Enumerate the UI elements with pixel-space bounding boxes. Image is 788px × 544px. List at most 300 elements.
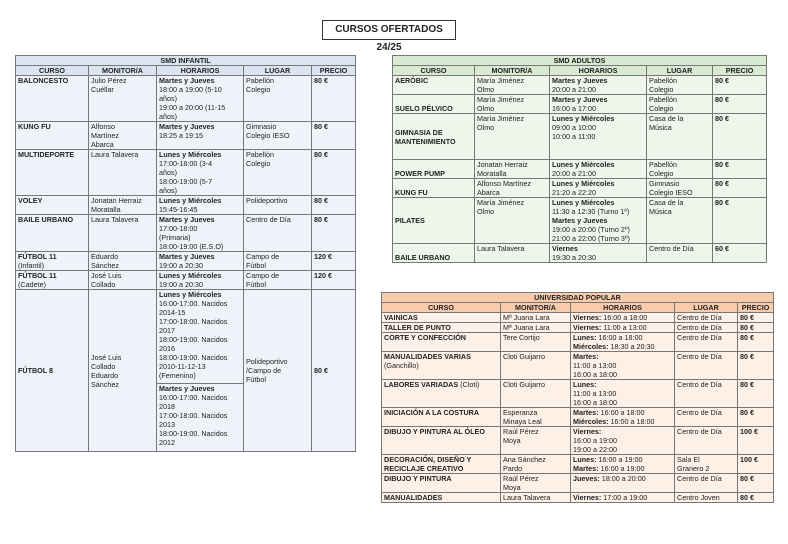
curso-cell xyxy=(16,76,89,122)
cell-line: Fútbol xyxy=(246,375,266,384)
cell-line: años) xyxy=(159,186,177,195)
precio-cell: 80 € xyxy=(738,474,774,493)
horarios-cell xyxy=(571,427,675,455)
smd-infantil-table xyxy=(15,55,356,452)
precio-cell: 80 € xyxy=(713,95,767,114)
day-label: Viernes: xyxy=(573,493,602,502)
curso-cell: AERÓBIC xyxy=(393,76,475,95)
monitor-cell xyxy=(475,244,550,263)
cell-line: 18:00-19:00. Nacidos xyxy=(159,353,228,362)
cell-line: FÚTBOL 11 xyxy=(18,271,57,280)
curso-cell: BAILE URBANO xyxy=(393,244,475,263)
lugar-cell xyxy=(647,179,713,198)
cell-line: Martes y Jueves xyxy=(159,384,215,393)
lugar-cell xyxy=(675,323,738,333)
table-row xyxy=(382,333,774,352)
cell-line: Lunes y Miércoles xyxy=(159,150,222,159)
monitor-cell xyxy=(501,352,571,380)
precio-cell: 80 € xyxy=(713,160,767,179)
cell-line: Gimnasio xyxy=(649,179,680,188)
table-title: UNIVERSIDAD POPULAR xyxy=(382,293,774,303)
cell-line: Martes y Jueves xyxy=(552,216,608,225)
cell-line: años) xyxy=(159,112,177,121)
cell-line: Colegio xyxy=(649,85,674,94)
cell-line: Martes y Jueves xyxy=(552,76,608,85)
horarios-cell xyxy=(550,179,647,198)
precio-cell: 120 € xyxy=(312,252,356,271)
table-row xyxy=(393,244,767,263)
precio-cell: 60 € xyxy=(713,244,767,263)
cell-line: 10:00 a 11:00 xyxy=(552,132,596,141)
cell-line: Cloti Guijarro xyxy=(503,380,545,389)
cell-line xyxy=(573,380,672,389)
cell-line: Sánchez xyxy=(91,261,119,270)
column-headers xyxy=(382,303,774,313)
cell-line xyxy=(573,352,672,361)
cell-line: Colegio xyxy=(246,85,271,94)
precio-cell: 80 € xyxy=(312,290,356,452)
lugar-cell xyxy=(675,333,738,352)
horarios-cell xyxy=(571,455,675,474)
cell-line: Moya xyxy=(503,483,521,492)
table-row xyxy=(393,179,767,198)
cell-line: 2013 xyxy=(159,420,175,429)
cell-line: Abarca xyxy=(477,188,500,197)
cell-line: Laura Talavera xyxy=(477,244,525,253)
table-row xyxy=(16,252,356,271)
table-row xyxy=(382,474,774,493)
precio-cell: 80 € xyxy=(713,76,767,95)
cell-line: 18:00-19:00. Nacidos xyxy=(159,335,228,344)
curso-cell xyxy=(382,474,501,493)
cell-line: 19:00 a 20:30 xyxy=(159,280,203,289)
cell-line: 09:00 a 10:00 xyxy=(552,123,596,132)
lugar-cell xyxy=(244,271,312,290)
curso-cell xyxy=(382,323,501,333)
monitor-cell xyxy=(501,493,571,503)
time-text: 16:00 a 19:00 xyxy=(573,436,617,445)
cell-line: VOLEY xyxy=(18,196,43,205)
monitor-cell xyxy=(501,323,571,333)
time-text: 16:00 a 18:00 xyxy=(573,398,617,407)
lugar-cell xyxy=(244,252,312,271)
table-row xyxy=(16,215,356,252)
cell-line: (Femenino) xyxy=(159,371,196,380)
cell-line: 2012 xyxy=(159,438,175,447)
cell-line xyxy=(573,408,672,417)
curso-name: TALLER DE PUNTO xyxy=(384,323,451,332)
day-label: Miércoles: xyxy=(573,417,609,426)
cell-line: María Jiménez xyxy=(477,198,525,207)
cell-line: Mª Juana Lara xyxy=(503,313,550,322)
cell-line: Martes y Jueves xyxy=(552,95,608,104)
horarios-cell xyxy=(571,493,675,503)
horarios-cell xyxy=(571,313,675,323)
table-row xyxy=(393,160,767,179)
day-label: Lunes: xyxy=(573,455,597,464)
cell-line: Colegio IESO xyxy=(649,188,693,197)
cell-line: Lunes y Miércoles xyxy=(552,114,615,123)
cell-line xyxy=(573,417,672,426)
column-header: HORARIOS xyxy=(550,66,647,76)
lugar-cell xyxy=(675,455,738,474)
cell-line: BALONCESTO xyxy=(18,76,69,85)
day-label: Viernes: xyxy=(573,427,602,436)
horarios-cell xyxy=(571,333,675,352)
cell-line xyxy=(573,333,672,342)
time-text: 16:00 a 18:00 xyxy=(596,333,643,342)
smd-adultos-table xyxy=(392,55,767,263)
curso-cell xyxy=(16,271,89,290)
cell-line: 17:00-18:00 (3-4 xyxy=(159,159,213,168)
precio-cell: 80 € xyxy=(312,122,356,150)
precio-cell: 80 € xyxy=(713,179,767,198)
curso-name: DECORACIÓN, DISEÑO Y RECICLAJE CREATIVO xyxy=(384,455,472,473)
cell-line xyxy=(573,398,672,407)
cell-line: 17:00-18:00. Nacidos xyxy=(159,411,228,420)
cell-line: José Luis xyxy=(91,271,122,280)
curso-cell: PILATES xyxy=(393,198,475,244)
monitor-cell xyxy=(501,474,571,493)
precio-cell: 80 € xyxy=(312,196,356,215)
column-header: LUGAR xyxy=(675,303,738,313)
cell-line: Colegio xyxy=(246,159,271,168)
time-text: 18:30 a 20:30 xyxy=(608,342,655,351)
monitor-cell xyxy=(89,290,157,452)
precio-cell: 80 € xyxy=(738,333,774,352)
cell-line: Sala El xyxy=(677,455,700,464)
horarios-cell xyxy=(571,323,675,333)
curso-cell xyxy=(382,455,501,474)
horarios-cell xyxy=(157,122,244,150)
cell-line: Abarca xyxy=(91,140,114,149)
monitor-cell xyxy=(89,215,157,252)
monitor-cell xyxy=(501,455,571,474)
cell-line: años) xyxy=(159,168,177,177)
precio-cell: 80 € xyxy=(312,150,356,196)
time-text: 16:00 a 18:00 xyxy=(608,417,655,426)
cell-line xyxy=(573,389,672,398)
cell-line: años) xyxy=(159,94,177,103)
column-header: MONITOR/A xyxy=(501,303,571,313)
cell-line xyxy=(573,474,672,483)
horarios-cell xyxy=(157,290,244,384)
cell-line xyxy=(573,455,672,464)
day-label: Viernes: xyxy=(573,323,602,332)
cell-line: 16:00-17:00. Nacidos xyxy=(159,393,228,402)
cell-line xyxy=(573,323,672,332)
cell-line: 2010-11-12-13 xyxy=(159,362,206,371)
cell-line xyxy=(573,493,672,502)
cell-line: Centro de Día xyxy=(677,427,722,436)
cell-line: Jonatan Herraiz xyxy=(477,160,528,169)
cell-line: Collado xyxy=(91,361,116,371)
lugar-cell xyxy=(675,493,738,503)
table-row xyxy=(16,122,356,150)
curso-cell xyxy=(382,427,501,455)
cell-line: 18:00-19:00. Nacidos xyxy=(159,429,228,438)
page-title: CURSOS OFERTADOS 24/25 xyxy=(322,20,456,40)
day-label: Lunes: xyxy=(573,333,597,342)
lugar-cell xyxy=(675,380,738,408)
cell-line: Lunes y Miércoles xyxy=(159,271,222,280)
day-label: Martes: xyxy=(573,352,599,361)
cell-line: 21:20 a 22:20 xyxy=(552,188,596,197)
lugar-cell xyxy=(244,290,312,452)
cell-line: Casa de la xyxy=(649,114,684,123)
precio-cell: 80 € xyxy=(312,76,356,122)
precio-cell: 80 € xyxy=(738,380,774,408)
cell-line: 18:00-19:00 (5-7 xyxy=(159,177,213,186)
column-header: HORARIOS xyxy=(157,66,244,76)
lugar-cell xyxy=(244,215,312,252)
cell-line xyxy=(573,445,672,454)
curso-cell xyxy=(16,215,89,252)
cell-line: Tere Cortijo xyxy=(503,333,540,342)
curso-cell xyxy=(382,333,501,352)
cell-line: 17:00-18:00 xyxy=(159,224,198,233)
cell-line: 16:00 a 17:00 xyxy=(552,104,596,113)
curso-cell: KUNG FU xyxy=(393,179,475,198)
horarios-cell xyxy=(157,384,244,452)
time-text: 16:00 a 18:00 xyxy=(601,313,648,322)
lugar-cell xyxy=(647,244,713,263)
cell-line: Campo de xyxy=(246,252,280,261)
table-row xyxy=(16,290,356,384)
cell-line: Raúl Pérez xyxy=(503,474,539,483)
cell-line: Pabellón xyxy=(649,160,677,169)
lugar-cell xyxy=(647,160,713,179)
curso-name: MANUALIDADES xyxy=(384,493,443,502)
cell-line: MULTIDEPORTE xyxy=(18,150,75,159)
horarios-cell xyxy=(157,271,244,290)
cell-line: BAILE URBANO xyxy=(18,215,74,224)
monitor-cell xyxy=(475,179,550,198)
cell-line: Alfonso xyxy=(91,122,115,131)
precio-cell: 100 € xyxy=(738,455,774,474)
time-text: 16:00 a 19:00 xyxy=(598,464,645,473)
column-headers xyxy=(16,66,356,76)
table-row xyxy=(382,352,774,380)
cell-line: Eduardo xyxy=(91,252,119,261)
cell-line: Casa de la xyxy=(649,198,684,207)
cell-line: Centro de Día xyxy=(649,244,694,253)
cell-line: Collado xyxy=(91,280,116,289)
cell-line: 19:00 a 20:30 xyxy=(159,261,203,270)
cell-line: Centro de Día xyxy=(677,474,722,483)
cell-line: 19:30 a 20:30 xyxy=(552,253,596,262)
lugar-cell xyxy=(675,352,738,380)
cell-line: Minaya Leal xyxy=(503,417,542,426)
curso-name: CORTE Y CONFECCIÓN xyxy=(384,333,466,342)
horarios-cell xyxy=(571,380,675,408)
day-label: Viernes: xyxy=(573,313,602,322)
cell-line: Esperanza xyxy=(503,408,538,417)
table-row xyxy=(393,76,767,95)
curso-cell: FÚTBOL 8 xyxy=(16,290,89,452)
cell-line: Lunes y Miércoles xyxy=(159,290,222,299)
cell-line: Fútbol xyxy=(246,261,266,270)
cell-line: Viernes xyxy=(552,244,578,253)
cell-line: Olmo xyxy=(477,123,495,132)
horarios-cell xyxy=(157,76,244,122)
table-row xyxy=(382,323,774,333)
time-text: 11:00 a 13:00 xyxy=(601,323,647,332)
curso-name: DIBUJO Y PINTURA xyxy=(384,474,452,483)
cell-line: Lunes y Miércoles xyxy=(552,198,615,207)
cell-line: Laura Talavera xyxy=(503,493,551,502)
monitor-cell xyxy=(475,160,550,179)
curso-name: VAINICAS xyxy=(384,313,418,322)
cell-line: Eduardo xyxy=(91,370,119,380)
cell-line: Centro de Día xyxy=(677,408,722,417)
precio-cell: 80 € xyxy=(738,323,774,333)
horarios-cell xyxy=(550,198,647,244)
cell-line: Martínez xyxy=(91,131,119,140)
curso-cell xyxy=(382,408,501,427)
curso-cell: POWER PUMP xyxy=(393,160,475,179)
time-text: 16:00 a 18:00 xyxy=(598,408,645,417)
cell-line: Cloti Guijarro xyxy=(503,352,545,361)
horarios-cell xyxy=(157,150,244,196)
cell-line: Cuéllar xyxy=(91,85,114,94)
universidad-popular-table xyxy=(381,292,774,503)
curso-name: MANUALIDADES VARIAS xyxy=(384,352,471,361)
curso-cell xyxy=(16,150,89,196)
cell-line: Raúl Pérez xyxy=(503,427,539,436)
time-text: 16:00 a 19:00 xyxy=(596,455,643,464)
precio-cell: 80 € xyxy=(713,198,767,244)
cell-line: Pabellón xyxy=(649,76,677,85)
table-row xyxy=(16,271,356,290)
cell-line: María Jiménez xyxy=(477,95,525,104)
column-header: PRECIO xyxy=(713,66,767,76)
cell-line: (Cadete) xyxy=(18,280,46,289)
cell-line: Sánchez xyxy=(91,379,119,389)
table-row xyxy=(382,380,774,408)
precio-cell: 80 € xyxy=(713,114,767,160)
horarios-cell xyxy=(550,95,647,114)
column-header: LUGAR xyxy=(647,66,713,76)
cell-line: Centro Joven xyxy=(677,493,720,502)
lugar-cell xyxy=(244,122,312,150)
cell-line: Campo de xyxy=(246,271,280,280)
precio-cell: 80 € xyxy=(738,408,774,427)
lugar-cell xyxy=(244,76,312,122)
time-text: 18:00 a 20:00 xyxy=(599,474,646,483)
monitor-cell xyxy=(89,271,157,290)
cell-line: Colegio xyxy=(649,104,674,113)
time-text: 16:00 a 18:00 xyxy=(573,370,617,379)
cell-line: 2017 xyxy=(159,326,175,335)
cell-line: Olmo xyxy=(477,207,495,216)
lugar-cell xyxy=(675,474,738,493)
table-row xyxy=(382,408,774,427)
day-label: Jueves: xyxy=(573,474,600,483)
time-text: 19:00 a 22:00 xyxy=(573,445,617,454)
horarios-cell xyxy=(571,352,675,380)
cell-line: 15:45-16:45 xyxy=(159,205,198,214)
cell-line: 18:00-19:00 (E.S.O) xyxy=(159,242,224,251)
curso-cell xyxy=(382,352,501,380)
curso-cell: GIMNASIA DE MANTENIMIENTO xyxy=(393,114,475,160)
cell-line: Pardo xyxy=(503,464,523,473)
cell-line: 2016 xyxy=(159,344,175,353)
monitor-cell xyxy=(501,380,571,408)
precio-cell: 100 € xyxy=(738,427,774,455)
column-header: MONITOR/A xyxy=(475,66,550,76)
table-row xyxy=(382,493,774,503)
cell-line: Polideportivo xyxy=(246,357,288,366)
precio-cell: 80 € xyxy=(738,352,774,380)
cell-line xyxy=(573,427,672,436)
cell-line: Moratalla xyxy=(477,169,507,178)
horarios-cell xyxy=(157,196,244,215)
table-row xyxy=(393,95,767,114)
curso-cell xyxy=(382,380,501,408)
column-header: MONITOR/A xyxy=(89,66,157,76)
cell-line xyxy=(573,370,672,379)
cell-line: José Luis xyxy=(91,352,122,362)
cell-line: Granero 2 xyxy=(677,464,710,473)
cell-line: Música xyxy=(649,207,672,216)
cell-line xyxy=(573,361,672,370)
monitor-cell xyxy=(89,150,157,196)
cell-line: Olmo xyxy=(477,104,495,113)
cell-line: Fútbol xyxy=(246,280,266,289)
cell-line: Centro de Día xyxy=(677,352,722,361)
cell-line: 18:00 a 19:00 (5-10 xyxy=(159,85,222,94)
cell-line: 18:25 a 19:15 xyxy=(159,131,203,140)
cell-line: Ana Sánchez xyxy=(503,455,546,464)
monitor-cell xyxy=(475,198,550,244)
day-label: Lunes: xyxy=(573,380,597,389)
curso-cell: SUELO PÉLVICO xyxy=(393,95,475,114)
monitor-cell xyxy=(89,122,157,150)
cell-line: 20:00 a 21:00 xyxy=(552,169,596,178)
column-header: CURSO xyxy=(382,303,501,313)
cell-line: Centro de Día xyxy=(677,313,722,322)
cell-line: 20:00 a 21:00 xyxy=(552,85,596,94)
time-text: 11:00 a 13:00 xyxy=(573,389,617,398)
cell-line: /Campo de xyxy=(246,366,282,375)
column-header: CURSO xyxy=(393,66,475,76)
curso-cell xyxy=(16,196,89,215)
monitor-cell xyxy=(89,196,157,215)
lugar-cell xyxy=(675,313,738,323)
cell-line: Lunes y Miércoles xyxy=(552,160,615,169)
table-row xyxy=(382,313,774,323)
curso-name: INICIACIÓN A LA COSTURA xyxy=(384,408,480,417)
horarios-cell xyxy=(550,244,647,263)
cell-line: Centro de Día xyxy=(677,380,722,389)
horarios-cell xyxy=(157,252,244,271)
curso-cell xyxy=(16,252,89,271)
cell-line: Laura Talavera xyxy=(91,215,139,224)
horarios-cell xyxy=(157,215,244,252)
cell-line: 19:00 a 20:00 (Turno 2º) xyxy=(552,225,630,234)
cell-line: Alfonso Martínez xyxy=(477,179,531,188)
table-title: SMD INFANTIL xyxy=(16,56,356,66)
cell-line: FÚTBOL 11 xyxy=(18,252,57,261)
cell-line: Moya xyxy=(503,436,521,445)
cell-line: 21:00 a 22:00 (Turno 3º) xyxy=(552,234,630,243)
cell-line: Pabellón xyxy=(649,95,677,104)
lugar-cell xyxy=(675,427,738,455)
cell-line: Martes y Jueves xyxy=(159,76,215,85)
horarios-cell xyxy=(571,408,675,427)
cell-line: Música xyxy=(649,123,672,132)
